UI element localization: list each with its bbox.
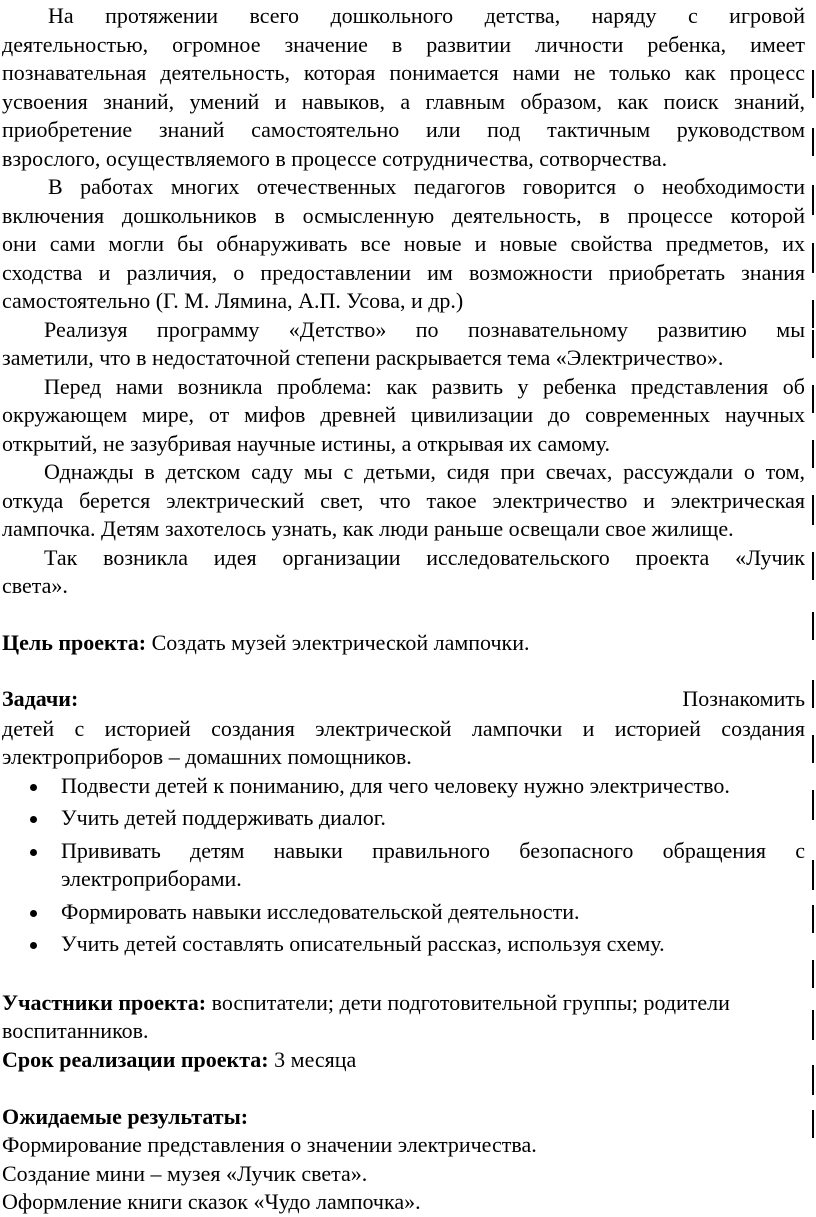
result-item: Оформление книги сказок «Чудо лампочка». — [2, 1189, 421, 1214]
text-line: включения дошкольников в осмысленную деятельность, в процессе которой — [2, 202, 805, 228]
goal-paragraph — [2, 629, 805, 658]
text-line: приобретение знаний самостоятельно или под тактичным руководством — [2, 117, 805, 142]
text-line: На протяжении всего дошкольного детства, наряду с игровой — [48, 3, 805, 28]
blank-line — [2, 959, 805, 989]
list-item — [2, 930, 805, 959]
edge-mark — [812, 243, 814, 273]
term-text: 3 месяца — [268, 1046, 357, 1072]
list-item — [2, 804, 805, 833]
edge-mark — [812, 300, 814, 328]
text-line: электроприборами. — [61, 866, 242, 891]
text-line: лампочка. Детям захотелось узнать, как люди раньше освещали свое жилище. — [2, 516, 734, 541]
goal-label: Цель проекта: — [2, 630, 147, 655]
results-label: Ожидаемые результаты: — [2, 1103, 249, 1129]
blank-line — [2, 1074, 805, 1103]
participants-paragraph — [2, 989, 805, 1046]
participants-label: Участники проекта: — [2, 989, 207, 1015]
edge-mark — [812, 385, 814, 413]
edge-mark — [812, 1110, 814, 1138]
text-line: откуда берется электрический свет, что такое электричество и электрическая — [2, 487, 805, 513]
text-line: открытий, не зазубривая научные истины, а открывая их самому. — [2, 430, 610, 456]
blank-line — [2, 601, 805, 630]
text-line: взрослого, осуществляемого в процессе сотрудничества, сотворчества. — [2, 145, 668, 171]
edge-mark — [812, 185, 814, 215]
edge-mark — [812, 612, 814, 640]
paragraph-intro-1 — [2, 2, 805, 173]
text-line: детей с историей создания электрической лампочки и историей создания — [2, 715, 805, 741]
tasks-label: Задачи: — [2, 686, 79, 711]
edge-mark — [812, 735, 814, 763]
text-line: деятельностью, огромное значение в развитии личности ребенка, имеет — [2, 31, 805, 57]
text-line: Формировать навыки исследовательской деятельности. — [61, 898, 580, 924]
text-line: познавательная деятельность, которая понимается нами не только как процесс — [2, 60, 805, 85]
text-line: они сами могли бы обнаруживать все новые и новые свойства предметов, их — [2, 231, 805, 256]
term-paragraph — [2, 1046, 805, 1075]
edge-mark — [812, 128, 814, 156]
list-item — [2, 837, 805, 894]
text-line: Перед нами возникла проблема: как развить у ребенка представления об — [44, 373, 805, 399]
result-item: Формирование представления о значении электричества. — [2, 1132, 537, 1157]
edge-mark — [812, 330, 814, 358]
paragraph-intro-3 — [2, 316, 805, 373]
text-line: Так возникла идея организации исследовательского проекта «Лучик — [44, 544, 805, 570]
text-line: Подвести детей к пониманию, для чего человеку нужно электричество. — [61, 772, 730, 798]
text-line: Реализуя программу «Детство» по познавательному развитию мы — [44, 316, 805, 342]
list-item — [2, 772, 805, 801]
goal-text: Создать музей электрической лампочки. — [146, 630, 530, 655]
text-line: усвоения знаний, умений и навыков, а главным образом, как поиск знаний, — [2, 88, 805, 114]
edge-mark — [812, 790, 814, 820]
edge-mark — [812, 495, 814, 525]
edge-mark — [812, 680, 814, 708]
edge-mark — [812, 552, 814, 580]
list-item — [2, 898, 805, 927]
edge-mark — [812, 70, 814, 98]
edge-mark — [812, 905, 814, 933]
text-line: Учить детей составлять описательный рассказ, используя схему. — [61, 931, 665, 956]
bullet-icon — [30, 942, 37, 949]
text-line: электроприборов – домашних помощников. — [2, 744, 412, 769]
edge-mark — [812, 1010, 814, 1040]
tasks-intro-text — [2, 715, 805, 772]
term-label: Срок реализации проекта: — [2, 1046, 269, 1072]
bullet-icon — [30, 910, 37, 917]
text-line: Однажды в детском саду мы с детьми, сидя при свечах, рассуждали о том, — [44, 459, 805, 484]
edge-mark — [812, 860, 814, 890]
blank-line — [2, 658, 805, 687]
paragraph-intro-5 — [2, 458, 805, 544]
tasks-heading-line — [2, 686, 805, 715]
text-line: Учить детей поддерживать диалог. — [61, 805, 386, 830]
text-line: В работах многих отечественных педагогов говорится о необходимости — [48, 174, 805, 199]
document-text — [2, 2, 805, 1217]
text-line: света». — [2, 573, 68, 598]
text-line: заметили, что в недостаточной степени раскрывается тема «Электричество». — [2, 345, 724, 370]
paragraph-intro-4 — [2, 373, 805, 459]
tasks-first-word: Познакомить — [682, 686, 805, 711]
paragraph-intro-6 — [2, 544, 805, 601]
edge-mark — [812, 440, 814, 468]
result-item: Создание мини – музея «Лучик света». — [2, 1160, 368, 1186]
results-section — [2, 1103, 805, 1217]
bullet-icon — [30, 784, 37, 791]
text-line: воспитанников. — [2, 1018, 149, 1043]
tasks-list — [2, 772, 805, 959]
right-edge-marks — [808, 0, 816, 1190]
bullet-icon — [30, 816, 37, 823]
text-line: самостоятельно (Г. М. Лямина, А.П. Усова, и др.) — [2, 288, 464, 313]
participants-text: воспитатели; дети подготовительной группы; родители — [206, 989, 730, 1015]
text-line: окружающем мире, от мифов древней цивилизации до современных научных — [2, 402, 805, 427]
paragraph-intro-2 — [2, 173, 805, 316]
text-line: Прививать детям навыки правильного безопасного обращения с — [61, 837, 805, 863]
edge-mark — [812, 960, 814, 988]
edge-mark — [812, 1065, 814, 1095]
tasks-section — [2, 686, 805, 959]
bullet-icon — [30, 849, 37, 856]
text-line: сходства и различия, о предоставлении им возможности приобретать знания — [2, 259, 805, 285]
